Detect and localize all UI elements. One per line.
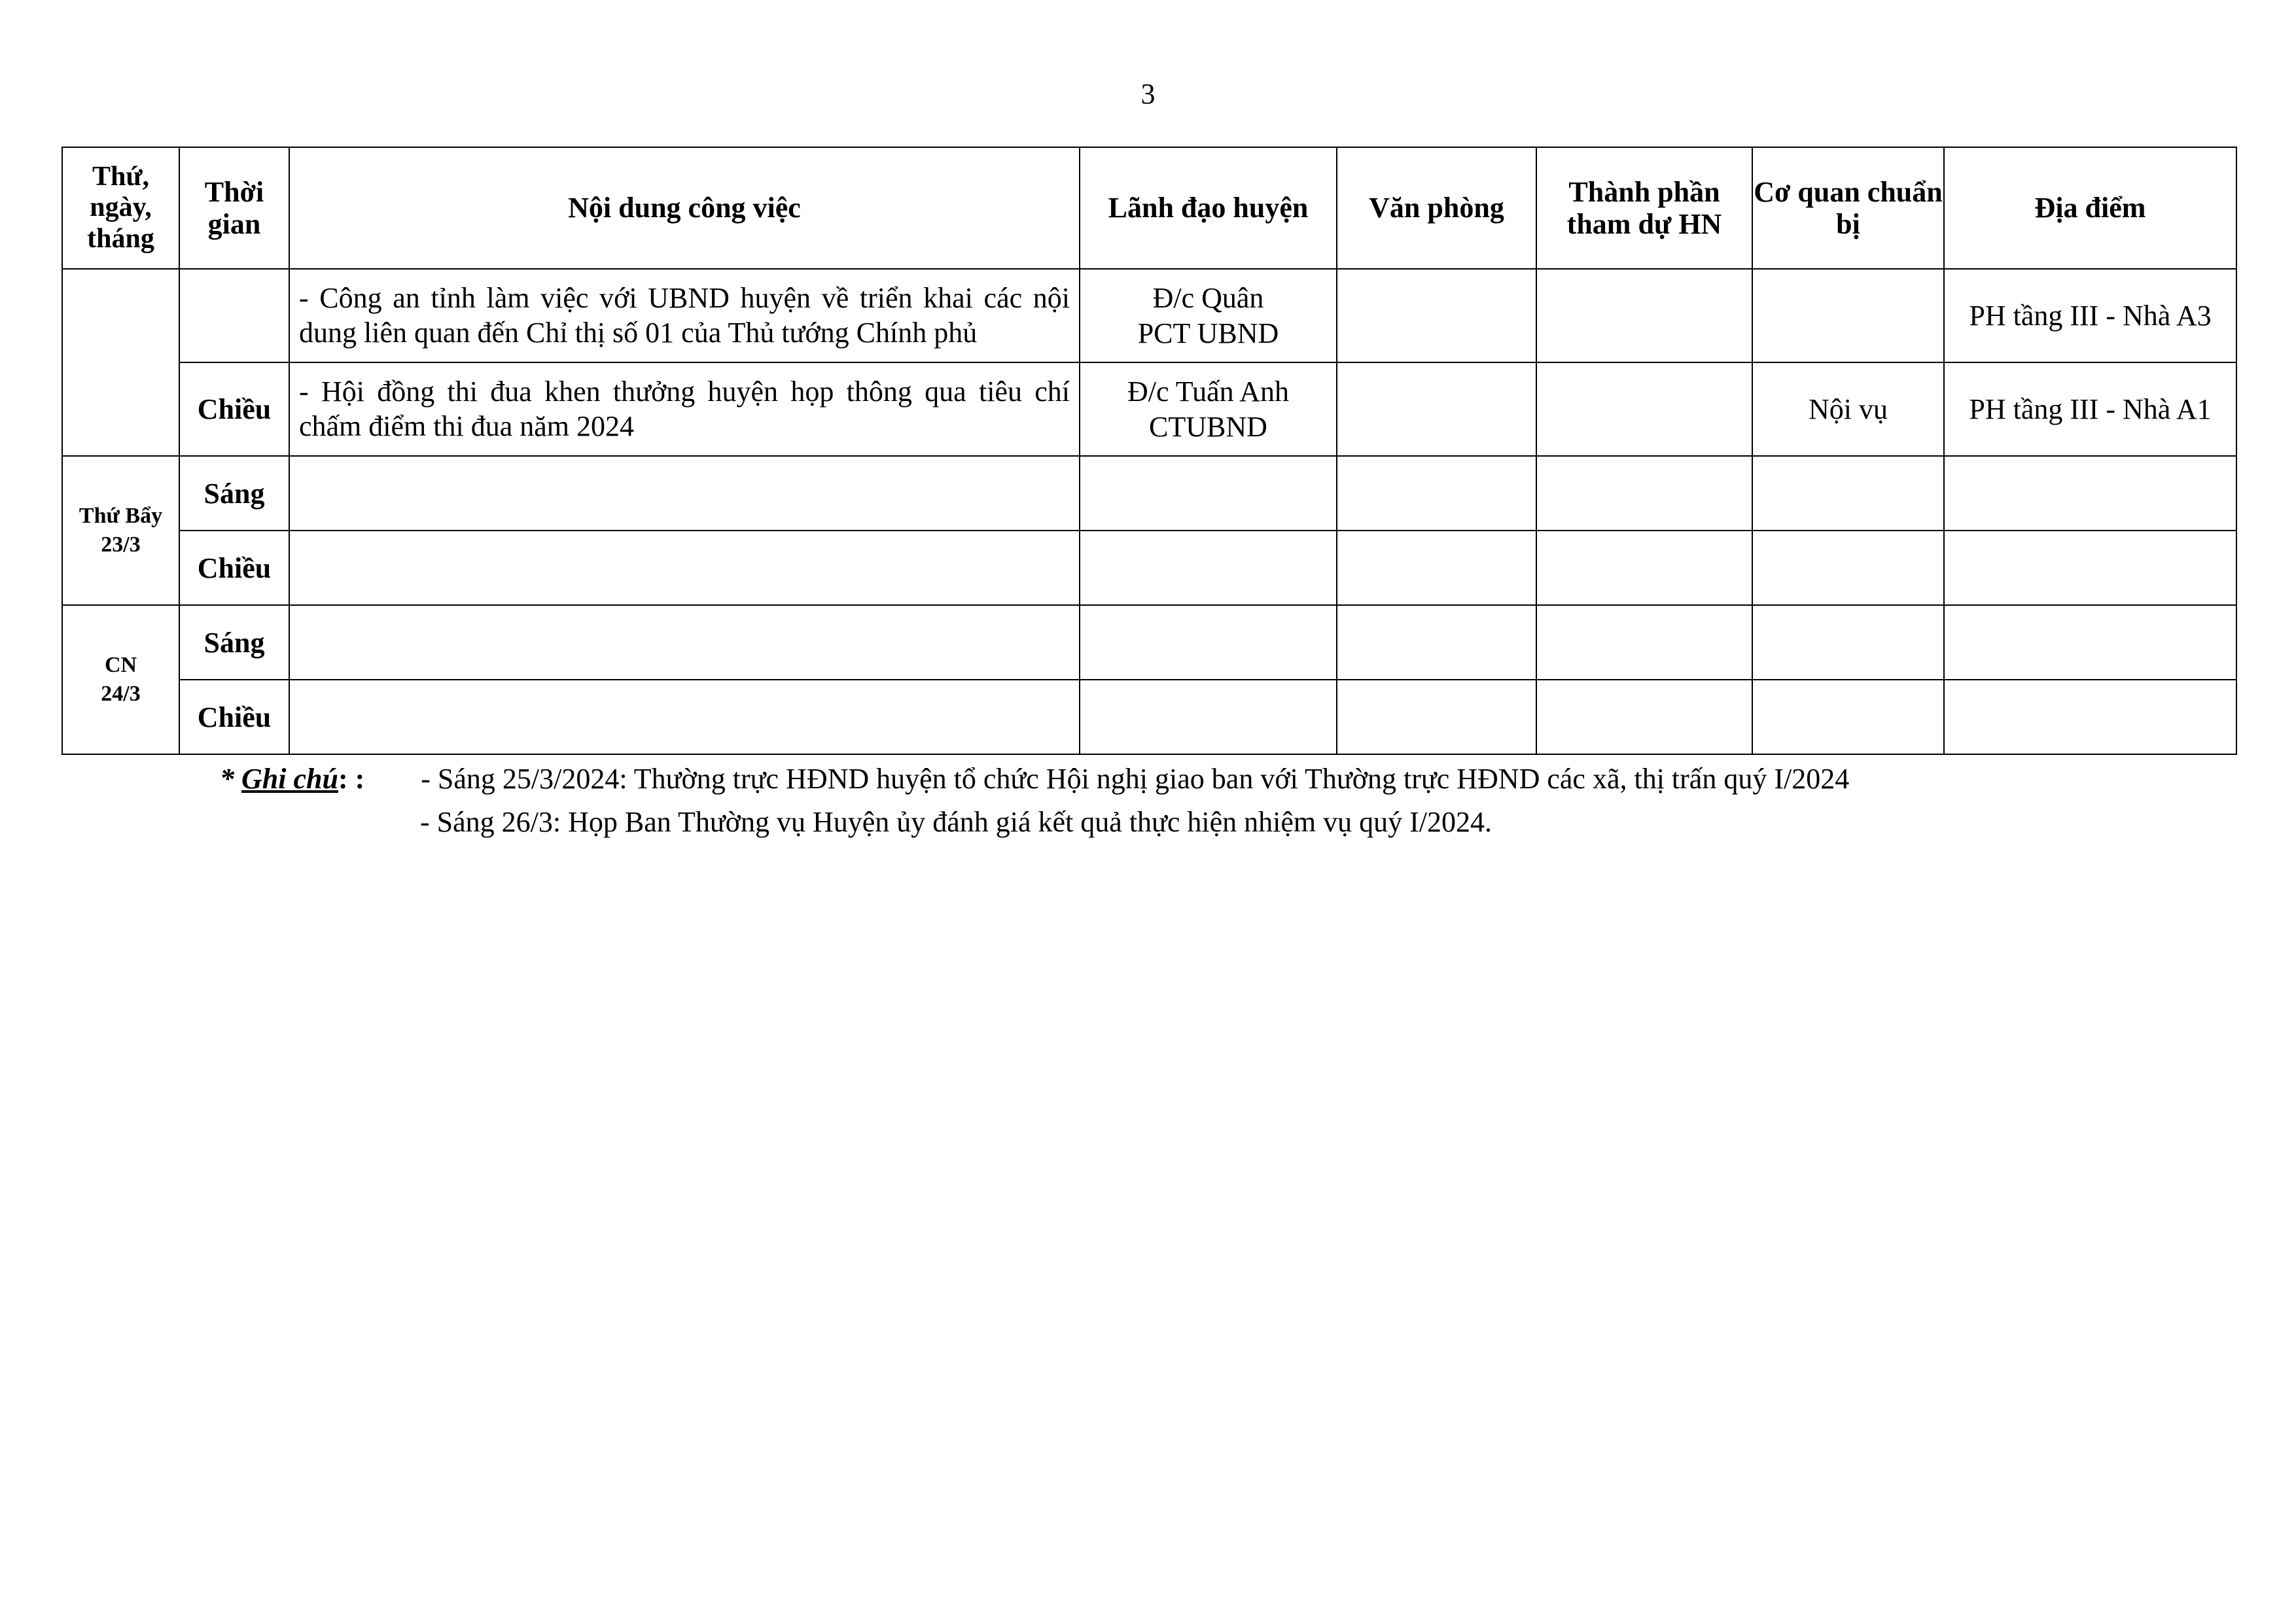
table-row: [62, 456, 2236, 531]
content-cell: [289, 680, 1080, 754]
session-cell: [179, 269, 289, 362]
note-line: [220, 758, 1849, 801]
table-row: [62, 362, 2236, 456]
location-cell: PH tầng III - Nhà A3: [1944, 269, 2236, 362]
leader-cell: [1080, 531, 1337, 605]
location-cell: [1944, 605, 2236, 680]
content-cell: - Hội đồng thi đua khen thưởng huyện họp thông qua tiêu chí chấm điểm thi đua năm 2024: [289, 362, 1080, 456]
content-cell: [289, 605, 1080, 680]
leader-name: Đ/c Quân: [1152, 281, 1264, 314]
content-cell: [289, 531, 1080, 605]
session-cell: Chiều: [179, 362, 289, 456]
header-location: Địa điểm: [1944, 147, 2236, 269]
participants-cell: [1536, 269, 1752, 362]
day-name: CN: [104, 652, 137, 677]
notes-label: [220, 763, 338, 795]
content-cell: - Công an tỉnh làm việc với UBND huyện về triển khai các nội dung liên quan đến Chỉ thị số 01 của Thủ tướng Chính phủ: [289, 269, 1080, 362]
office-cell: [1337, 531, 1536, 605]
leader-cell: [1080, 362, 1337, 456]
leader-title: PCT UBND: [1137, 317, 1279, 349]
prep-agency-cell: [1752, 531, 1944, 605]
table-row: [62, 605, 2236, 680]
table-row: [62, 269, 2236, 362]
leader-cell: [1080, 680, 1337, 754]
header-participants: Thành phần tham dự HN: [1536, 147, 1752, 269]
notes-label-text: Ghi chú: [241, 763, 338, 795]
header-time: Thời gian: [179, 147, 289, 269]
session-cell: Chiều: [179, 680, 289, 754]
header-leader: Lãnh đạo huyện: [1080, 147, 1337, 269]
leader-cell: [1080, 605, 1337, 680]
day-date: 23/3: [101, 532, 141, 557]
prep-agency-cell: Nội vụ: [1752, 362, 1944, 456]
location-cell: [1944, 531, 2236, 605]
office-cell: [1337, 456, 1536, 531]
header-office: Văn phòng: [1337, 147, 1536, 269]
note-line: [220, 801, 1849, 844]
leader-cell: [1080, 456, 1337, 531]
location-cell: [1944, 456, 2236, 531]
leader-name: Đ/c Tuấn Anh: [1127, 375, 1289, 408]
location-cell: PH tầng III - Nhà A1: [1944, 362, 2236, 456]
prep-agency-cell: [1752, 456, 1944, 531]
location-cell: [1944, 680, 2236, 754]
day-cell-continued: [62, 269, 179, 456]
office-cell: [1337, 362, 1536, 456]
participants-cell: [1536, 362, 1752, 456]
participants-cell: [1536, 680, 1752, 754]
day-date: 24/3: [101, 682, 141, 706]
prep-agency-cell: [1752, 680, 1944, 754]
office-cell: [1337, 269, 1536, 362]
header-day: Thứ, ngày, tháng: [62, 147, 179, 269]
prep-agency-cell: [1752, 269, 1944, 362]
weekly-schedule-table: [62, 147, 2237, 755]
prep-agency-cell: [1752, 605, 1944, 680]
table-row: [62, 531, 2236, 605]
note-item: - Sáng 25/3/2024: Thường trực HĐND huyện tổ chức Hội nghị giao ban với Thường trực HĐND các xã, thị trấn quý I/2024: [421, 763, 1850, 795]
participants-cell: [1536, 531, 1752, 605]
office-cell: [1337, 680, 1536, 754]
day-cell: [62, 456, 179, 605]
leader-cell: [1080, 269, 1337, 362]
notes-label-star: *: [220, 763, 241, 795]
table-header-row: [62, 147, 2236, 269]
session-cell: Sáng: [179, 605, 289, 680]
header-content: Nội dung công việc: [289, 147, 1080, 269]
leader-title: CTUBND: [1149, 410, 1267, 443]
header-prep-agency: Cơ quan chuẩn bị: [1752, 147, 1944, 269]
day-cell: [62, 605, 179, 754]
notes-section: [220, 758, 1849, 844]
participants-cell: [1536, 456, 1752, 531]
note-item: - Sáng 26/3: Họp Ban Thường vụ Huyện ủy đánh giá kết quả thực hiện nhiệm vụ quý I/2024.: [420, 806, 1492, 838]
day-name: Thứ Bẩy: [79, 503, 163, 528]
table-row: [62, 680, 2236, 754]
page-number: 3: [1140, 78, 1156, 110]
session-cell: Chiều: [179, 531, 289, 605]
notes-colon: : :: [338, 763, 365, 795]
office-cell: [1337, 605, 1536, 680]
content-cell: [289, 456, 1080, 531]
session-cell: Sáng: [179, 456, 289, 531]
participants-cell: [1536, 605, 1752, 680]
